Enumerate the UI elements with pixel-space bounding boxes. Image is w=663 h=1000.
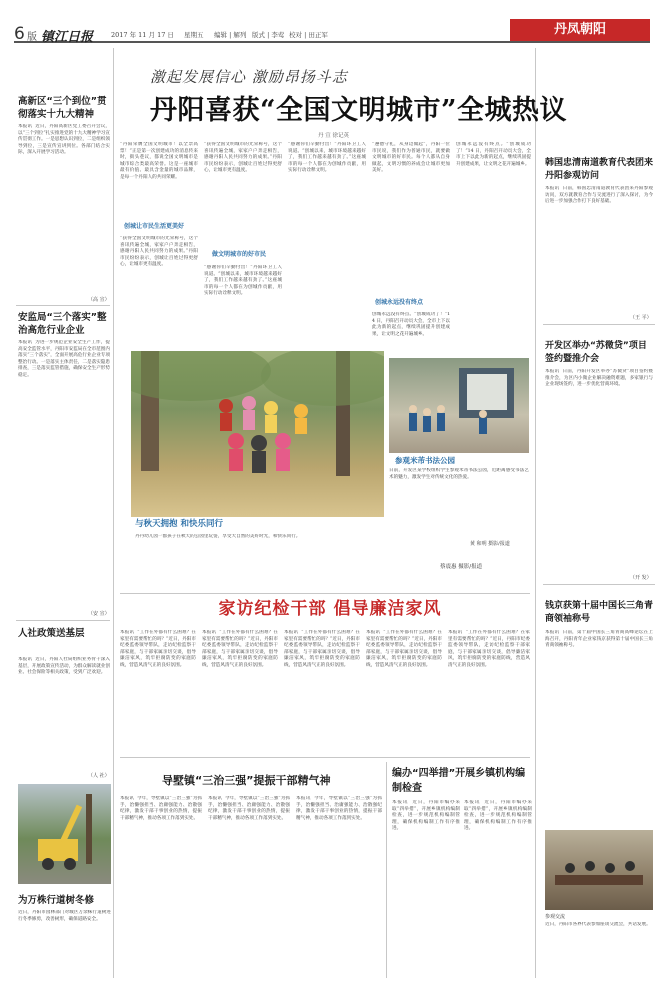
lead-col-1: “丹阳荣膺全国文明城市！以全票高票！”正是第一次创建成功的消息传来时，街头巷议，都说全国文明城市是城市综合类最高荣誉。这是一座城市最有价值、最具含金量的城市品牌，是每一个丹阳人的共同荣耀。 [120,142,198,180]
lead-subhead-2: 做文明城市的好市民 [212,251,267,258]
lead-headline: 丹阳喜获“全国文明城市”全城热议 [150,95,568,126]
lead-col-3: “感谢你们辛勤付出！”丹阳环卫工人说道。“创城以来，城市环境越来越好了，我们工作越来越有劲了。”这座城市的每一个人都在为创城作贡献，用实际行动诠释文明。 [288,142,366,174]
pruning-photo-illustration [18,784,111,884]
right-story-1-text: 本报讯 日前，韩国忠清南道教育代表团来丹阳参观访问，双方就教育合作与交流进行了深入探讨，为今后进一步加强合作打下良好基础。 [545,186,653,205]
mid-col-2: 本报讯 “工作在外都有什么困难？在家里有需要帮忙的吗？”近日，丹阳市纪委监委领导带队，走访纪检监察干部家庭，与干部家属亲切交谈，倡导廉洁家风，筑牢拒腐防变的家庭防线，营造风清气正的良好氛围。 [202,630,278,668]
mid-col-1: 本报讯 “工作在外都有什么困难？在家里有需要帮忙的吗？”近日，丹阳市纪委监委领导带队，走访纪检监察干部家庭，与干部家属亲切交谈，倡导廉洁家风，筑牢拒腐防变的家庭防线，营造风清气正的良好氛围。 [120,630,196,668]
right-story-2-text: 本报讯 日前，丹阳开发区举办“苏微贷”项目签约暨推介会，为区内小微企业解决融资难题，多家银行与企业现场签约，进一步优化营商环境。 [545,369,653,388]
left-story-3-text: 本报讯 近日，丹阳人社局组织业务骨干深入基层，开展政策宣传活动，为群众解读就业创业、社会保险等相关政策，受到广泛欢迎。 [18,657,110,676]
photo-kids-caption: 与秋天拥抱 和快乐同行 [135,519,223,529]
issue-date: 2017 年 11 月 17 日 [111,31,174,39]
left-story-2-text: 本报讯 为进一步规范企业安全生产工作，提高安全监管水平，丹阳市安监局在全市范围内落实“三个落实”，全面开展高危行业企业专项整治行动。一是落实主体责任，二是落实隐患排查，三是落实监管措施，确保安全生产形势稳定。 [18,340,110,378]
photo-meeting-caption: 参观交流 [545,914,566,920]
bottom-left-col-2: 本报讯 今年，导墅镇以“三治三强”为抓手，治懒强担当、治庸强能力、治散强纪律，激发干部干事创业的热情，提振干部精气神，推动各项工作落到实处。 [208,796,290,821]
lead-col-2b: “感谢你们辛勤付出！”丹阳环卫工人说道。“创城以来，城市环境越来越好了，我们工作越来越有劲了。”这座城市的每一个人都在为创城作贡献，用实际行动诠释文明。 [204,265,282,297]
lead-col-1b: “获得全国文明城市的光荣称号，这个喜讯传遍全城，家家户户奔走相告，感谢丹阳人民共同努力的成果。”丹阳市民纷纷表示，创城让百姓过得更舒心，让城市更有温度。 [120,236,198,268]
bottom-right-col-2: 本报讯 近日，丹阳市编办采取“四举措”，开展乡镇机构编制检查，进一步规范机构编制管理，确保机构编制工作有序推进。 [464,800,532,832]
lead-col-4b: 创城永远没有终点。“创城成功了！”14 日，丹阳召开动员大会，全市上下以此为新的起点，继续巩固提升创建成果，让文明之花开遍城乡。 [372,312,450,336]
mid-banner-title: 家访纪检干部 倡导廉洁家风 [218,599,442,619]
proof-credit: 校对 | 田正军 [289,31,328,39]
lead-col-5: 创城永远没有终点。“创城成功了！”14 日，丹阳召开动员大会，全市上下以此为新的起点，继续巩固提升创建成果，让文明之花开遍城乡。 [456,142,531,167]
park-photo-illustration [389,358,529,453]
photo-kids-credit: 蔡震惠 摄影/报道 [440,564,483,570]
photo-park-caption: 参观米芾书法公园 [395,456,455,465]
layout-credit: 版式 | 李莺 [252,31,285,39]
left-story-2-title: 安监局“三个落实”整治高危行业企业 [18,312,107,336]
bottom-right-title: 编办“四举措”开展乡镇机构编制检查 [392,768,526,794]
editor-credit: 编辑 | 解列 [214,31,247,39]
left-story-1-title: 高新区“三个到位”贯彻落实十九大精神 [18,96,107,120]
left-story-2-credit: （安 宣） [88,611,110,617]
left-story-3-credit: （人 社） [88,773,110,779]
photo-pruning-caption: 为万株行道树冬修 [18,895,95,906]
photo-meeting-desc: 近日，丹阳市各界代表参加座谈交流会，共话发展。 [545,922,651,927]
photo-kids-desc: 丹丹幼儿园一群孩子在秋天的公园里玩耍，享受大自然的美好时光，和快乐同行。 [135,534,301,539]
lead-subhead-1: 创城让市民生活更美好 [124,223,185,230]
photo-park-credit: 黄 和明 摄影/报道 [470,541,510,547]
mid-col-3: 本报讯 “工作在外都有什么困难？在家里有需要帮忙的吗？”近日，丹阳市纪委监委领导带队，走访纪检监察干部家庭，与干部家属亲切交谈，倡导廉洁家风，筑牢拒腐防变的家庭防线，营造风清气正的良好氛围。 [284,630,360,668]
right-story-3-title: 钱京获第十届中国长三角青商领袖称号 [545,601,654,624]
section-tab: 丹凤朝阳 [510,19,650,41]
bottom-left-col-1: 本报讯 今年，导墅镇以“三治三强”为抓手，治懒强担当、治庸强能力、治散强纪律，激发干部干事创业的热情，提振干部精气神，推动各项工作落到实处。 [120,796,202,821]
left-story-3-title: 人社政策送基层 [18,628,85,639]
right-story-1-title: 韩国忠清南道教育代表团来丹阳参观访问 [545,158,654,181]
photo-meeting [545,830,653,910]
photo-tree-pruning [18,784,111,884]
lead-col-2: “获得全国文明城市的光荣称号，这个喜讯传遍全城，家家户户奔走相告，感谢丹阳人民共同努力的成果。”丹阳市民纷纷表示，创城让百姓过得更舒心，让城市更有温度。 [204,142,282,174]
kids-photo-illustration [131,351,384,517]
photo-calligraphy-park [389,358,529,453]
issue-weekday: 星期五 [184,31,204,39]
right-story-2-credit: （开 发） [630,575,652,581]
left-story-1-text: 本报讯 近日，丹阳高新区党工委召开会议，以“三个到位”扎实推进党的十九大精神学习宣传贯彻工作。一是思想认识到位，二是组织领导到位，三是宣传宣讲到位。各部门结合实际，深入开展学习活动。 [18,124,110,156]
lead-col-4: “遵德守礼，从身边做起”，丹阳一位市民说，我们作为普通市民，就要做文明城市的好市民。每个人都从自身做起，文明习惯的养成会让城市更加美好。 [372,142,450,174]
mid-banner [160,596,500,622]
right-story-2-title: 开发区举办“苏微贷”项目签约暨推介会 [545,341,647,364]
page-number: 6 [14,24,25,44]
right-story-1-credit: （王 平） [630,315,652,321]
photo-pruning-desc: 近日，丹阳市园林部门对城区万余株行道树进行冬季修剪，改善树形，确保道路安全。 [18,910,111,922]
photo-park-desc: 日前，开发区某学校组织学生参观米芾书法公园，近距离感受书法艺术的魅力，激发学生对传统文化的热爱。 [389,468,529,480]
lead-byline: 丹 宣 徐记英 [318,133,349,139]
bottom-left-title: 导墅镇“三治三强”提振干部精气神 [162,774,331,787]
mid-col-5: 本报讯 “工作在外都有什么困难？在家里有需要帮忙的吗？”近日，丹阳市纪委监委领导带队，走访纪检监察干部家庭，与干部家属亲切交谈，倡导廉洁家风，筑牢拒腐防变的家庭防线，营造风清气正的良好氛围。 [448,630,530,668]
meeting-photo-illustration [545,830,653,910]
right-story-3-text: 本报讯 日前，第十届中国长三角青商高峰论坛在上海召开，丹阳青年企业家钱京获得第十届中国长三角青商领袖称号。 [545,630,653,649]
paper-name: 镇江日报 [41,30,94,45]
bottom-left-col-3: 本报讯 今年，导墅镇以“三治三强”为抓手，治懒强担当、治庸强能力、治散强纪律，激发干部干事创业的热情，提振干部精气神，推动各项工作落到实处。 [296,796,382,821]
edition-label: 版 [27,32,37,43]
bottom-right-col-1: 本报讯 近日，丹阳市编办采取“四举措”，开展乡镇机构编制检查，进一步规范机构编制管理，确保机构编制工作有序推进。 [392,800,460,832]
lead-kicker: 激起发展信心 激励昂扬斗志 [150,68,348,86]
lead-subhead-3: 创城永远没有终点 [375,299,424,306]
masthead [14,23,650,43]
left-story-1-credit: （高 宣） [88,297,110,303]
photo-kids-autumn [131,351,384,517]
mid-col-4: 本报讯 “工作在外都有什么困难？在家里有需要帮忙的吗？”近日，丹阳市纪委监委领导带队，走访纪检监察干部家庭，与干部家属亲切交谈，倡导廉洁家风，筑牢拒腐防变的家庭防线，营造风清气正的良好氛围。 [366,630,442,668]
